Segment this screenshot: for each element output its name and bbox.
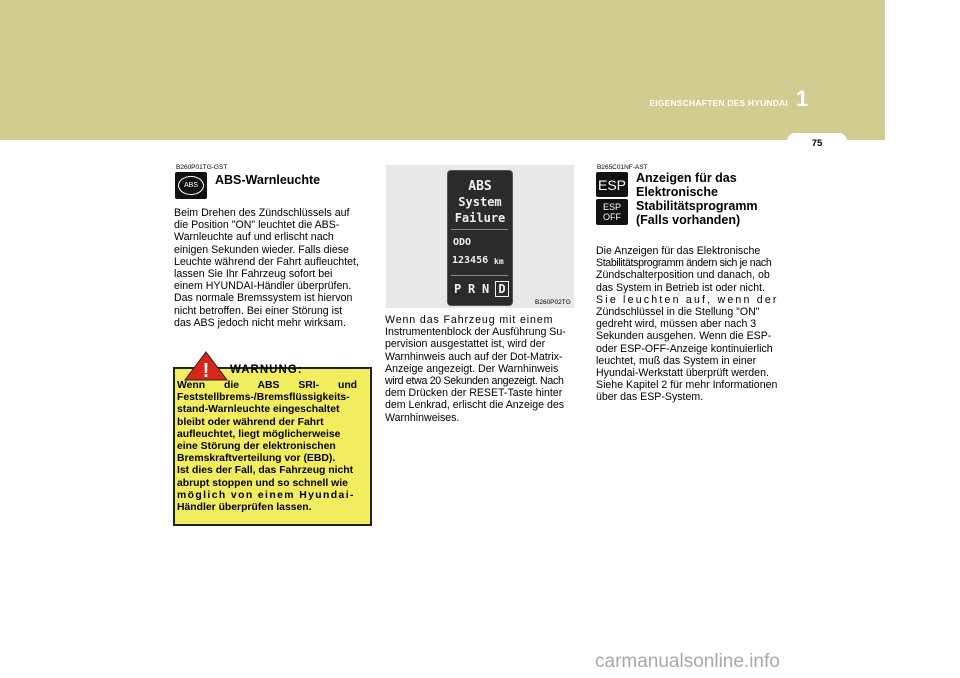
gear-d-selected: D [495,281,509,297]
text-line: nicht betroffen. Bei einer Störung ist [174,304,343,317]
heading-line: Stabilitätsprogramm [636,199,758,213]
warning-body [177,380,365,514]
text-line: stand-Warnleuchte eingeschaltet [177,404,340,416]
text-line: das System in Betrieb ist oder nicht. [596,281,765,294]
text-line: dem Lenkrad, erlischt die Anzeige des [385,399,565,412]
display-divider [451,229,508,230]
dot-matrix-display [447,170,513,306]
text-line: Siehe Kapitel 2 für mehr Informationen [596,379,778,392]
text-line: bleibt oder während der Fahrt [177,416,324,428]
text-line: Das normale Bremssystem ist hiervon [174,292,353,305]
display-line-1: ABS [468,179,492,194]
text-line: gedreht wird, müssen aber nach 3 [596,318,757,331]
page-margin [885,0,960,678]
text-line: Sekunden ausgehen. Wenn die ESP- [596,330,772,343]
watermark: carmanualsonline.info [595,651,780,672]
esp-off-icon-line-2: OFF [603,212,621,222]
text-line: Beim Drehen des Zündschlüssels auf [174,207,350,219]
gear-r: R [468,282,476,296]
esp-off-icon-line-1: ESP [602,202,621,212]
text-line: Instrumentenblock der Ausführung Su- [385,326,566,339]
text-line: oder ESP-OFF-Anzeige kontinuierlich [596,342,773,355]
text-line: Warnleuchte auf und erlischt nach [174,231,334,244]
chapter-number: 1 [796,86,809,111]
heading-line: (Falls vorhanden) [636,213,741,227]
text-line: einigen Sekunden wieder. Falls diese [174,243,349,256]
text-line: leuchtet, muß das System in einer [596,354,757,367]
text-line: die Position "ON" leuchtet die ABS- [174,219,340,232]
esp-heading [636,171,758,227]
text-line: Warnhinweis auch auf der Dot-Matrix- [385,350,563,363]
text-line: aufleuchtet, liegt möglicherweise [177,428,341,440]
esp-icon: ESP [596,172,628,197]
abs-heading: ABS-Warnleuchte [215,173,321,187]
heading-line: Elektronische [636,185,718,199]
text-line: einem HYUNDAI-Händler überprüfen. [174,280,352,293]
text-line: Anzeige angezeigt. Der Warnhinweis [385,362,559,375]
text-line: Wenn die ABS SRI- und [177,380,358,391]
text-line: dem Drücken der RESET-Taste hinter [385,387,563,400]
text-line: Wenn das Fahrzeug mit einem [385,314,554,326]
esp-body [596,245,784,404]
abs-warning-icon [175,172,207,199]
text-line: Leuchte während der Fahrt aufleuchtet, [174,255,359,268]
text-line: das ABS jedoch nicht mehr wirksam. [174,316,346,329]
chapter-title: EIGENSCHAFTEN DES HYUNDAI [649,98,788,108]
gear-n: N [482,282,490,296]
dot-matrix-text [385,314,574,424]
warning-triangle-icon [184,351,228,381]
text-line: abrupt stoppen und so schnell wie [177,477,348,489]
warning-title: WARNUNG: [230,364,303,376]
text-line: Ist dies der Fall, das Fahrzeug nicht [177,465,354,477]
text-line: Stabilitätsprogramm ändern sich je nach [596,257,772,270]
text-line: über das ESP-System. [596,391,704,404]
text-line: eine Störung der elektronischen [177,441,336,453]
odo-value: 123456 [452,255,489,266]
header-band [0,0,885,140]
abs-icon-label: ABS [178,176,204,195]
text-line: lassen Sie Ihr Fahrzeug sofort bei [174,268,333,281]
gear-p: P [454,282,462,296]
display-line-3: Failure [454,211,506,225]
heading-line: Anzeigen für das [636,171,737,185]
text-line: Zündschalterposition und danach, ob [596,269,770,282]
text-line: Die Anzeigen für das Elektronische [596,245,761,257]
esp-off-icon [596,199,628,225]
text-line: Händler überprüfen lassen. [177,502,312,514]
text-line: wird etwa 20 Sekunden angezeigt. Nach [385,375,564,388]
display-divider [451,275,508,276]
text-line: Bremskraftverteilung vor (EBD). [177,453,336,465]
esp-section-code: B265C01NF-AST [597,164,648,171]
odo-unit: km [494,257,504,266]
text-line: Feststellbrems-/Bremsflüssigkeits- [177,392,350,404]
display-line-2: System [458,195,502,209]
warning-symbol: ! [202,360,210,381]
text-line: möglich von einem Hyundai- [177,489,355,501]
abs-section-code: B260P01TG-GST [176,164,228,171]
abs-body [174,207,364,329]
text-line: Warnhinweises. [385,411,460,424]
text-line: Sie leuchten auf, wenn der [596,293,779,306]
odo-label: ODO [453,237,472,248]
text-line: Hyundai-Werkstatt überprüft werden. [596,367,769,380]
text-line: Zündschlüssel in die Stellung "ON" [596,306,760,319]
text-line: pervision ausgestattet ist, wird der [385,338,546,351]
figure-code: B260P02TG [535,299,571,306]
page-number: 75 [811,138,823,149]
